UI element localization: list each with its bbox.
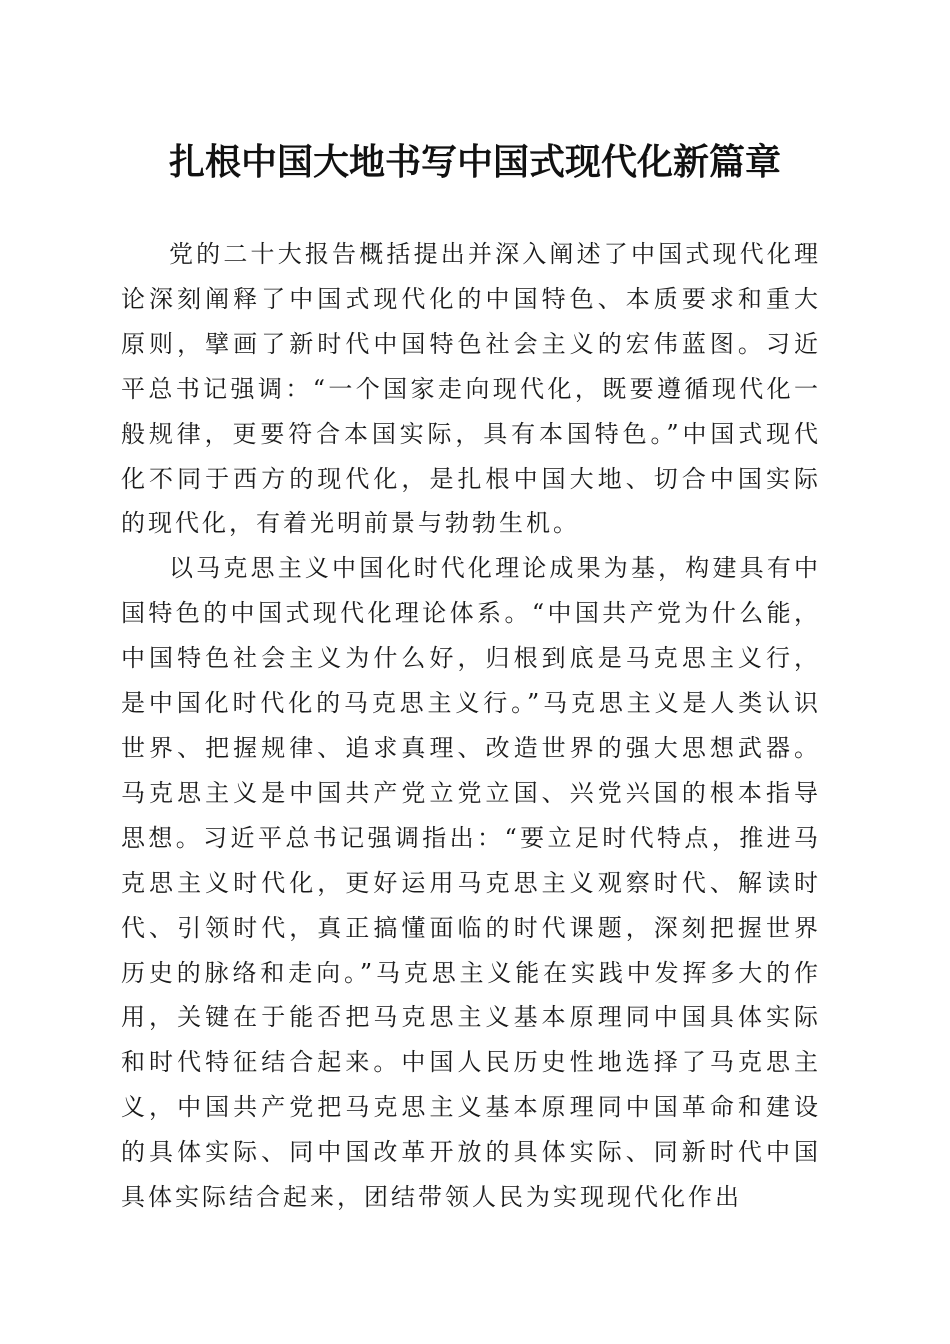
paragraph-1: 党的二十大报告概括提出并深入阐述了中国式现代化理论深刻阐释了中国式现代化的中国特色、本质要求和重大原则，擘画了新时代中国特色社会主义的宏伟蓝图。习近平总书记强调：“一个国家走向现代化，既要遵循现代化一般规律，更要符合本国实际，具有本国特色。”中国式现代化不同于西方的现代化，是扎根中国大地、切合中国实际的现代化，有着光明前景与勃勃生机。 bbox=[121, 240, 821, 538]
paragraph-2: 以马克思主义中国化时代化理论成果为基，构建具有中国特色的中国式现代化理论体系。“中国共产党为什么能，中国特色社会主义为什么好，归根到底是马克思主义行，是中国化时代化的马克思主义行。”马克思主义是人类认识世界、把握规律、追求真理、改造世界的强大思想武器。马克思主义是中国共产党立党立国、兴党兴国的根本指导思想。习近平总书记强调指出：“要立足时代特点，推进马克思主义时代化，更好运用马克思主义观察时代、解读时代、引领时代，真正搞懂面临的时代课题，深刻把握世界历史的脉络和走向。”马克思主义能在实践中发挥多大的作用，关键在于能否把马克思主义基本原理同中国具体实际和时代特征结合起来。中国人民历史性地选择了马克思主义，中国共产党把马克思主义基本原理同中国革命和建设的具体实际、同中国改革开放的具体实际、同新时代中国具体实际结合起来，团结带领人民为实现现代化作出 bbox=[121, 554, 821, 1212]
document-body bbox=[121, 232, 821, 1220]
document-title: 扎根中国大地书写中国式现代化新篇章 bbox=[168, 141, 781, 183]
